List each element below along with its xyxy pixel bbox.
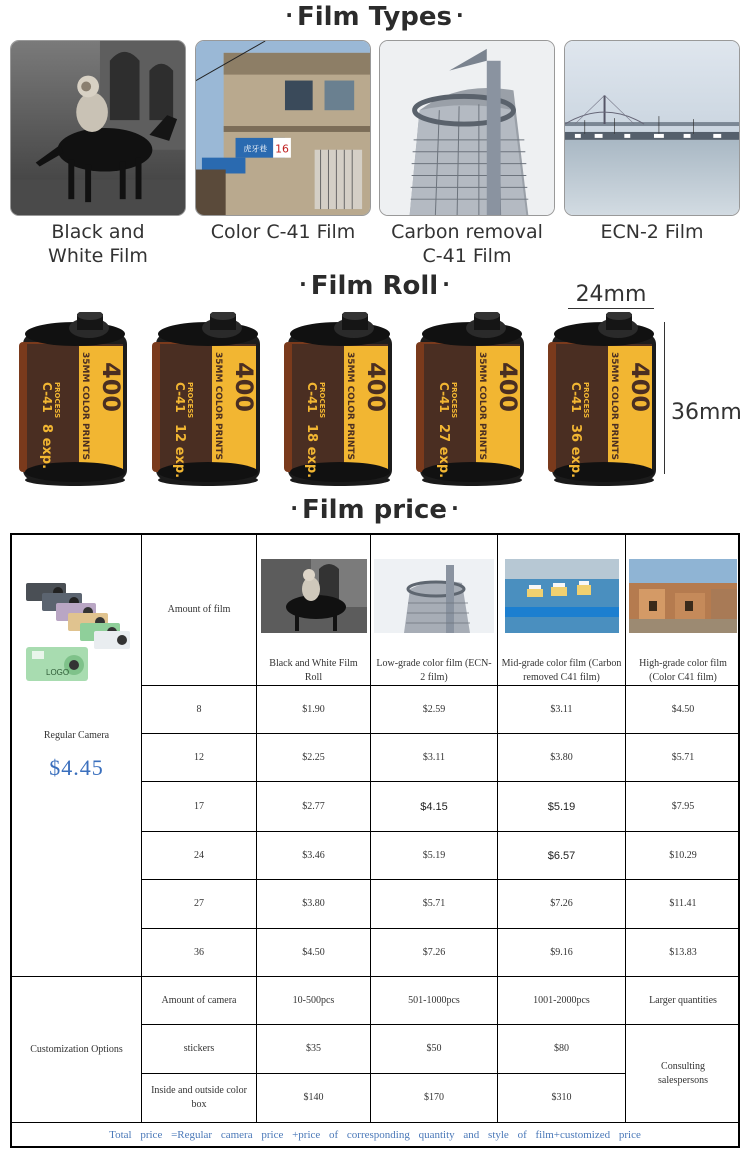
- customization-value-cell: 10-500pcs: [257, 977, 371, 1025]
- price-cell: $13.83: [626, 929, 740, 977]
- svg-text:虎牙巷: 虎牙巷: [243, 144, 268, 154]
- carbon-removal-label: Carbon removal C-41 Film: [391, 221, 543, 267]
- price-cell: $10.29: [626, 832, 740, 880]
- house-number: 16: [275, 142, 289, 156]
- bw-film-label: Black and White Film: [48, 221, 148, 267]
- color-c41-label: Color C-41 Film: [210, 221, 356, 243]
- regular-camera-price: $4.45: [49, 755, 104, 780]
- consulting-salespersons-cell: Consulting salespersons: [626, 1025, 740, 1123]
- roll-code-label: C-41: [437, 382, 451, 413]
- roll-exposure-label: 12 exp.: [172, 424, 187, 479]
- col-header-carbon-removed: Mid-grade color film (Carbon removed C41 film): [498, 535, 626, 686]
- film-roll-18-exp: [282, 312, 397, 487]
- roll-exposure-label: 18 exp.: [304, 424, 319, 479]
- carbon-removal-sample-image: [379, 40, 555, 216]
- color-c41-sample-image: [195, 40, 371, 216]
- camera-product-image: [18, 575, 136, 687]
- price-cell: $9.16: [498, 929, 626, 977]
- price-cell: $7.95: [626, 782, 740, 832]
- roll-iso-label: 400: [362, 362, 390, 413]
- price-cell: $2.59: [371, 686, 498, 734]
- price-table: [10, 533, 740, 1148]
- customization-value-cell: Larger quantities: [626, 977, 740, 1025]
- customization-options-label: Customization Options: [12, 977, 142, 1123]
- price-cell: $2.77: [257, 782, 371, 832]
- price-cell: $1.90: [257, 686, 371, 734]
- roll-process-label: PROCESS: [186, 382, 194, 419]
- price-cell: $3.11: [371, 734, 498, 782]
- price-cell: $6.57: [498, 832, 626, 880]
- film-roll-12-exp: [150, 312, 265, 487]
- svg-text:LOGO: LOGO: [45, 668, 69, 677]
- film-types-title: · Film Types ·: [285, 2, 464, 32]
- camera-cell: [12, 535, 142, 977]
- roll-exposure-label: 27 exp.: [436, 424, 451, 479]
- roll-exposure-label: 8 exp.: [39, 424, 54, 470]
- roll-iso-label: 400: [230, 362, 258, 413]
- film-roll-title: · Film Roll ·: [299, 271, 450, 301]
- ecn2-thumbnail: [374, 559, 494, 633]
- roll-iso-label: 400: [626, 362, 654, 413]
- customization-value-cell: $35: [257, 1025, 371, 1074]
- customization-value-cell: $140: [257, 1074, 371, 1123]
- film-amount-cell: 12: [142, 734, 257, 782]
- roll-process-label: PROCESS: [450, 382, 458, 419]
- roll-brand-label: 35MM COLOR PRINTS: [213, 352, 223, 460]
- film-type-card-carbon-removal[interactable]: [379, 40, 555, 268]
- roll-brand-label: 35MM COLOR PRINTS: [80, 352, 90, 460]
- price-cell: $11.41: [626, 880, 740, 929]
- roll-iso-label: 400: [494, 362, 522, 413]
- bw-film-sample-image: [10, 40, 186, 216]
- roll-process-label: PROCESS: [582, 382, 590, 419]
- amount-of-film-header: Amount of film: [142, 535, 257, 686]
- bw-film-thumbnail: [261, 559, 367, 633]
- price-cell: $3.46: [257, 832, 371, 880]
- roll-process-label: PROCESS: [318, 382, 326, 419]
- col-header-ecn2: Low-grade color film (ECN-2 film): [371, 535, 498, 686]
- price-cell: $7.26: [498, 880, 626, 929]
- film-type-card-ecn2[interactable]: [564, 40, 740, 244]
- customization-value-cell: $310: [498, 1074, 626, 1123]
- total-price-formula: Total price =Regular camera price +price of corresponding quantity and style of film+customized price: [109, 1129, 641, 1141]
- roll-process-label: PROCESS: [53, 382, 61, 419]
- price-cell: $4.50: [626, 686, 740, 734]
- film-amount-cell: 36: [142, 929, 257, 977]
- film-amount-cell: 24: [142, 832, 257, 880]
- roll-code-label: C-41: [40, 382, 54, 413]
- price-cell: $5.19: [498, 782, 626, 832]
- roll-width-dimension: 24mm: [568, 282, 654, 309]
- customization-value-cell: 501-1000pcs: [371, 977, 498, 1025]
- roll-code-label: C-41: [173, 382, 187, 413]
- customization-row-label: Inside and outside color box: [142, 1074, 257, 1123]
- customization-value-cell: $50: [371, 1025, 498, 1074]
- price-cell: $5.71: [371, 880, 498, 929]
- carbon-removed-thumbnail: [505, 559, 619, 633]
- film-roll-27-exp: [414, 312, 529, 487]
- price-cell: $2.25: [257, 734, 371, 782]
- film-amount-cell: 8: [142, 686, 257, 734]
- customization-value-cell: $80: [498, 1025, 626, 1074]
- price-cell: $5.71: [626, 734, 740, 782]
- film-price-title: · Film price ·: [290, 495, 459, 525]
- film-amount-cell: 27: [142, 880, 257, 929]
- roll-brand-label: 35MM COLOR PRINTS: [609, 352, 619, 460]
- roll-brand-label: 35MM COLOR PRINTS: [345, 352, 355, 460]
- film-type-card-color-c41[interactable]: [195, 40, 371, 244]
- customization-row-label: stickers: [142, 1025, 257, 1074]
- price-cell: $4.15: [371, 782, 498, 832]
- roll-height-dimension: 36mm: [671, 400, 742, 425]
- customization-value-cell: $170: [371, 1074, 498, 1123]
- film-amount-cell: 17: [142, 782, 257, 832]
- film-roll-8-exp: [17, 312, 132, 487]
- customization-row-label: Amount of camera: [142, 977, 257, 1025]
- ecn2-label: ECN-2 Film: [600, 221, 704, 243]
- film-roll-row: [0, 310, 749, 490]
- roll-iso-label: 400: [97, 362, 125, 413]
- film-type-card-bw[interactable]: [10, 40, 186, 268]
- roll-code-label: C-41: [569, 382, 583, 413]
- roll-code-label: C-41: [305, 382, 319, 413]
- regular-camera-label: Regular Camera: [43, 730, 110, 741]
- customization-value-cell: 1001-2000pcs: [498, 977, 626, 1025]
- price-cell: $3.80: [498, 734, 626, 782]
- price-cell: $3.11: [498, 686, 626, 734]
- roll-exposure-label: 36 exp.: [568, 424, 583, 479]
- col-header-color-c41: High-grade color film (Color C41 film): [626, 535, 740, 686]
- film-types-gallery: [10, 40, 740, 270]
- ecn2-sample-image: [564, 40, 740, 216]
- price-cell: $4.50: [257, 929, 371, 977]
- col-header-bw: Black and White Film Roll: [257, 535, 371, 686]
- price-cell: $7.26: [371, 929, 498, 977]
- price-cell: $3.80: [257, 880, 371, 929]
- price-cell: $5.19: [371, 832, 498, 880]
- film-roll-36-exp: [546, 312, 661, 487]
- roll-brand-label: 35MM COLOR PRINTS: [477, 352, 487, 460]
- color-c41-thumbnail: [629, 559, 737, 633]
